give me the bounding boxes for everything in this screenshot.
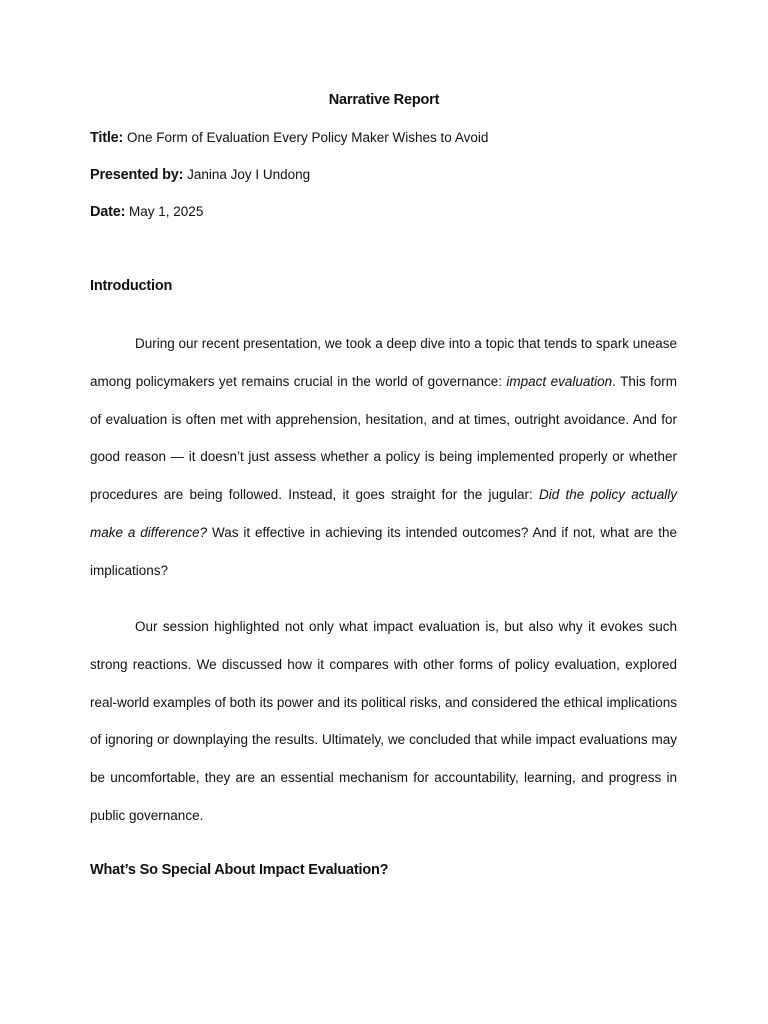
meta-presented-label: Presented by: bbox=[90, 167, 184, 183]
meta-date-line bbox=[90, 204, 203, 220]
meta-date-value: May 1, 2025 bbox=[129, 204, 204, 219]
intro-p1-text-3: Was it effective in achieving its intended outcomes? And if not, what are the implications? bbox=[90, 524, 677, 578]
intro-paragraph-2: Our session highlighted not only what impact evaluation is, but also why it evokes such strong reactions. We discussed how it compares with other forms of policy evaluation, explored real-world examples of both its power and its political risks, and considered the ethical implications of ignoring or downplaying the results. Ultimately, we concluded that while impact evaluations may be uncomfortable, they are an essential mechanism for accountability, learning, and progress in public governance. bbox=[90, 619, 677, 823]
intro-p1-emphasis-2: Did the policy actually make a difference? bbox=[90, 487, 677, 540]
intro-p1-text-1: During our recent presentation, we took a deep dive into a topic that tends to spark unease among policymakers yet remains crucial in the world of governance: bbox=[90, 336, 677, 389]
document-title: Narrative Report bbox=[328, 92, 440, 108]
meta-title-line bbox=[90, 130, 488, 146]
meta-presented-value: Janina Joy I Undong bbox=[187, 167, 311, 182]
section-heading-introduction: Introduction bbox=[90, 278, 173, 294]
meta-date-label: Date: bbox=[90, 204, 126, 220]
intro-p1-emphasis-1: impact evaluation bbox=[506, 373, 613, 389]
intro-p1-text-2: . This form of evaluation is often met with apprehension, hesitation, and at times, outright avoidance. And for good reason — it doesn’t just assess whether a policy is being implemented properly or whether procedures are being followed. Instead, it goes straight for the jugular: bbox=[90, 373, 677, 503]
meta-title-label: Title: bbox=[90, 130, 124, 146]
meta-presented-line bbox=[90, 167, 310, 183]
section-heading-special: What’s So Special About Impact Evaluation? bbox=[90, 862, 389, 878]
meta-title-value: One Form of Evaluation Every Policy Maker Wishes to Avoid bbox=[126, 130, 489, 145]
intro-paragraph-1 bbox=[90, 325, 677, 590]
